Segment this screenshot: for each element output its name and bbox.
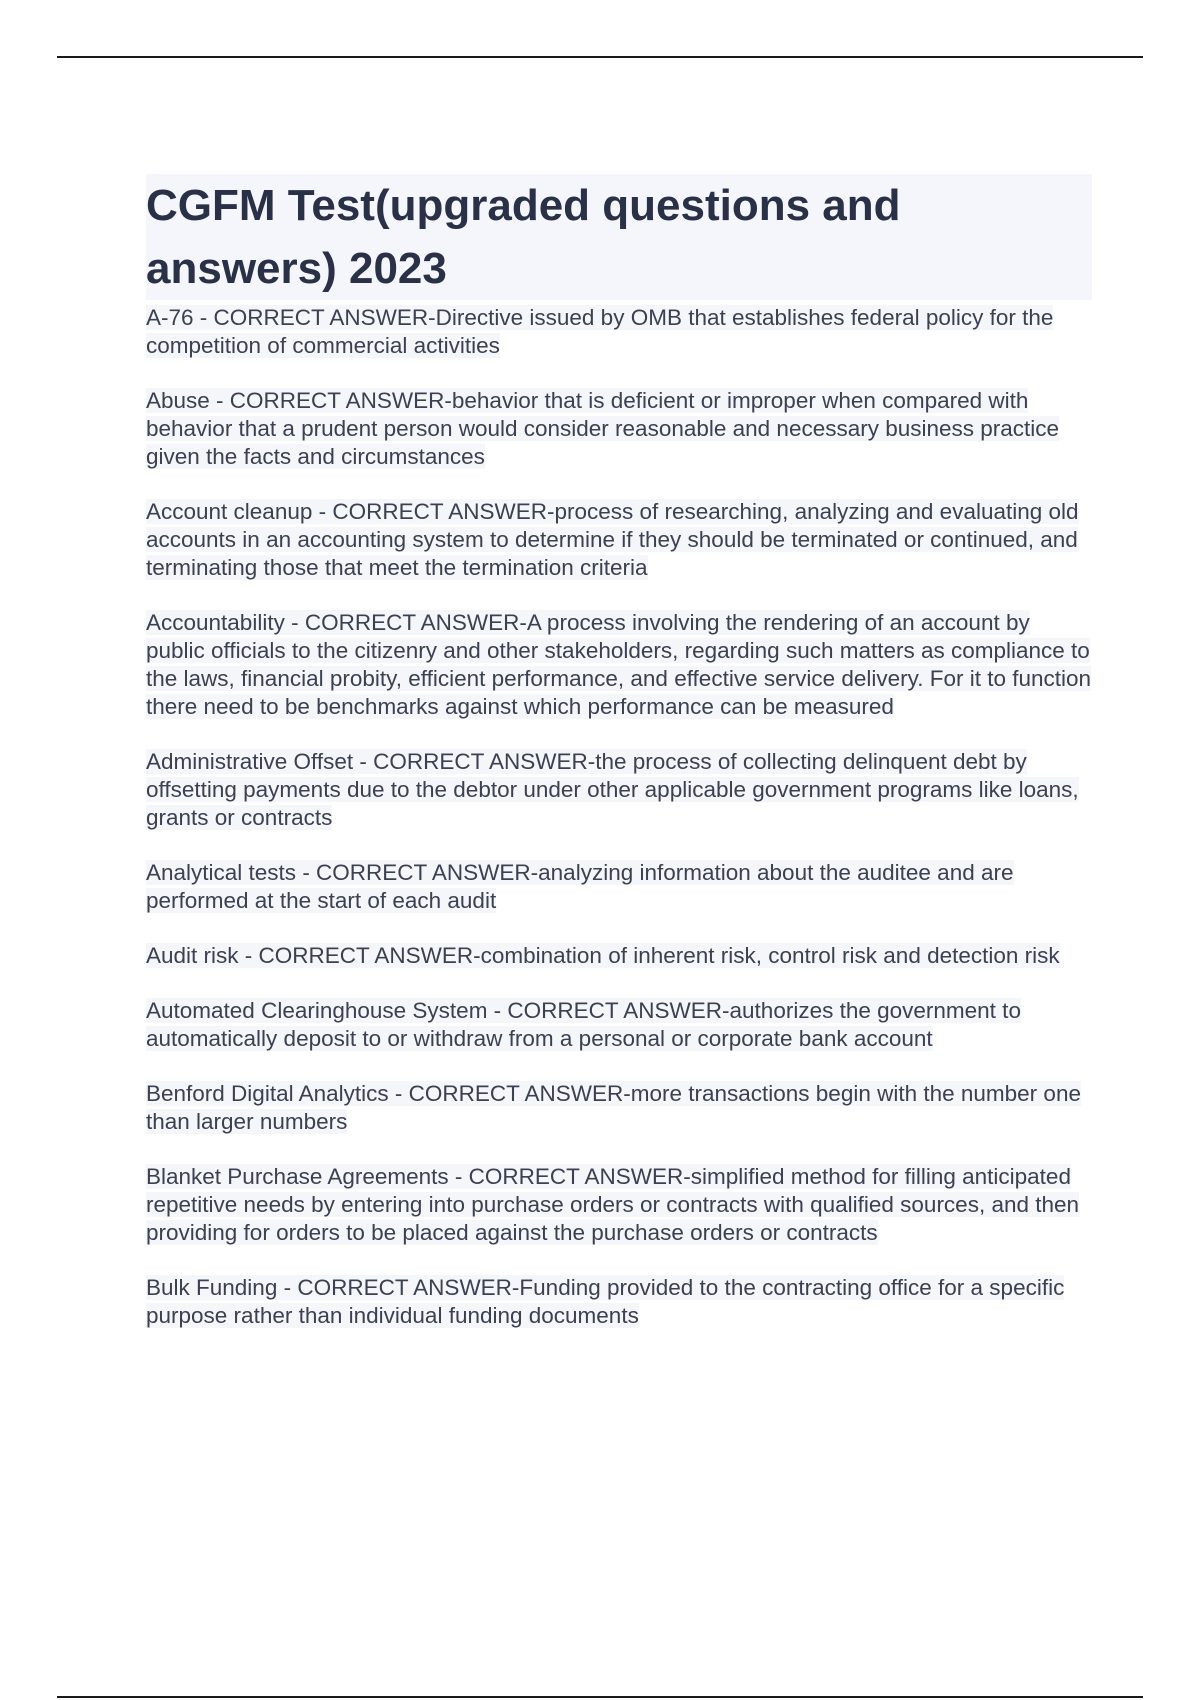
entry-text: Accountability - CORRECT ANSWER-A process involving the rendering of an account by public officials to the citizenry and other stakeholders, regarding such matters as compliance to the laws, financial probity, efficient performance, and effective service delivery. For it to function there need to be benchmarks against which performance can be measured	[146, 610, 1092, 719]
glossary-entry	[146, 942, 1092, 970]
document-body	[146, 174, 1092, 1357]
header-rule	[57, 56, 1143, 58]
glossary-entry	[146, 498, 1092, 582]
entry-text: Benford Digital Analytics - CORRECT ANSWER-more transactions begin with the number one than larger numbers	[146, 1081, 1081, 1134]
glossary-entry	[146, 1080, 1092, 1136]
glossary-entry	[146, 1163, 1092, 1247]
entry-text: Audit risk - CORRECT ANSWER-combination of inherent risk, control risk and detection risk	[146, 943, 1060, 968]
glossary-entry	[146, 997, 1092, 1053]
entry-text: Analytical tests - CORRECT ANSWER-analyzing information about the auditee and are performed at the start of each audit	[146, 860, 1014, 913]
entry-text: A-76 - CORRECT ANSWER-Directive issued by OMB that establishes federal policy for the competition of commercial activities	[146, 305, 1054, 358]
glossary-entries	[146, 304, 1092, 1330]
glossary-entry	[146, 748, 1092, 832]
glossary-entry	[146, 609, 1092, 721]
entry-text: Account cleanup - CORRECT ANSWER-process of researching, analyzing and evaluating old accounts in an accounting system to determine if they should be terminated or continued, and terminating those that meet the termination criteria	[146, 499, 1079, 580]
entry-text: Automated Clearinghouse System - CORRECT ANSWER-authorizes the government to automatically deposit to or withdraw from a personal or corporate bank account	[146, 998, 1021, 1051]
document-title: CGFM Test(upgraded questions and answers) 2023	[146, 174, 1092, 300]
footer-rule	[57, 1696, 1143, 1698]
entry-text: Administrative Offset - CORRECT ANSWER-the process of collecting delinquent debt by offsetting payments due to the debtor under other applicable government programs like loans, grants or contracts	[146, 749, 1079, 830]
entry-text: Bulk Funding - CORRECT ANSWER-Funding provided to the contracting office for a specific purpose rather than individual funding documents	[146, 1275, 1065, 1328]
glossary-entry	[146, 304, 1092, 360]
entry-text: Abuse - CORRECT ANSWER-behavior that is deficient or improper when compared with behavior that a prudent person would consider reasonable and necessary business practice given the facts and circumstances	[146, 388, 1060, 469]
glossary-entry	[146, 387, 1092, 471]
entry-text: Blanket Purchase Agreements - CORRECT ANSWER-simplified method for filling anticipated repetitive needs by entering into purchase orders or contracts with qualified sources, and then providing for orders to be placed against the purchase orders or contracts	[146, 1164, 1080, 1245]
glossary-entry	[146, 859, 1092, 915]
glossary-entry	[146, 1274, 1092, 1330]
